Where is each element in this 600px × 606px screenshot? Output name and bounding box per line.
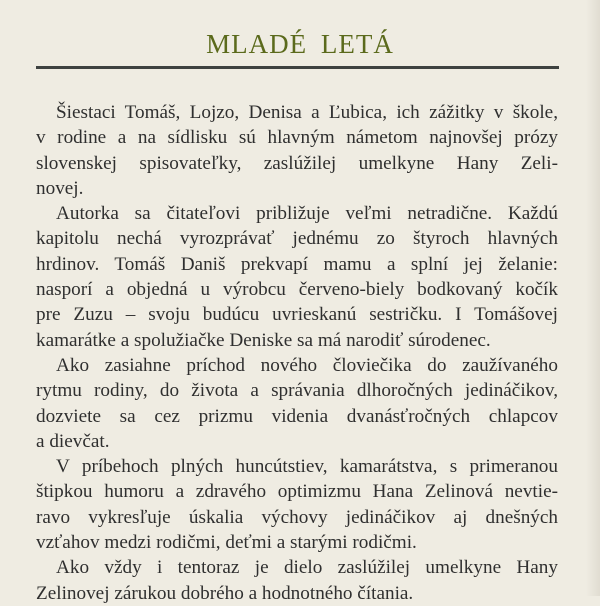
text-line: slovenskej spisovateľky, zaslúžilej umelkyne Hany Zeli-	[36, 152, 558, 174]
text-line: hrdinov. Tomáš Daniš prekvapí mamu a splní jej želanie:	[36, 253, 558, 275]
text-line: pre Zuzu – svoju budúcu uvrieskanú sestričku. I Tomášovej	[36, 304, 558, 326]
title-rule	[36, 66, 559, 69]
text-line: a dievčat.	[36, 430, 110, 452]
text-line: ravo vykresľuje úskalia výchovy jedináčikov aj dnešných	[36, 506, 558, 528]
text-line: kamarátke a spolužiačke Deniske sa má narodiť súrodenec.	[36, 329, 491, 351]
text-line: Šiestaci Tomáš, Lojzo, Denisa a Ľubica, ich zážitky v škole,	[56, 102, 558, 123]
text-line: Autorka sa čitateľovi približuje veľmi netradične. Každú	[56, 203, 558, 225]
page-edge-shadow	[586, 0, 600, 596]
text-line: rytmu rodiny, do života a správania dlhoročných jedináčikov,	[36, 380, 558, 402]
text-line: novej.	[36, 177, 84, 199]
text-line: Ako zasiahne príchod nového človiečika do zaužívaného	[56, 354, 558, 376]
text-line: v rodine a na sídlisku sú hlavným námetom najnovšej prózy	[36, 127, 558, 149]
text-line: štipkou humoru a zdravého optimizmu Hana Zelinová nevtie-	[36, 481, 558, 503]
text-line: vzťahov medzi rodičmi, deťmi a starými rodičmi.	[36, 532, 417, 554]
text-line: V príbehoch plných huncútstiev, kamarátstva, s primeranou	[56, 456, 558, 478]
text-line: nasporí a objedná u výrobcu červeno-biely bodkovaný kočík	[36, 279, 558, 301]
text-line: Ako vždy i tentoraz je dielo zaslúžilej umelkyne Hany	[56, 557, 558, 579]
page-title: MLADÉ LETÁ	[206, 29, 394, 59]
text-line: dozviete sa cez prizmu videnia dvanásťročných chlapcov	[36, 405, 558, 427]
blurb-text	[36, 100, 558, 606]
text-line: kapitolu nechá vyrozprávať jednému zo štyroch hlavných	[36, 228, 558, 250]
text-line: Zelinovej zárukou dobrého a hodnotného čítania.	[36, 582, 414, 604]
